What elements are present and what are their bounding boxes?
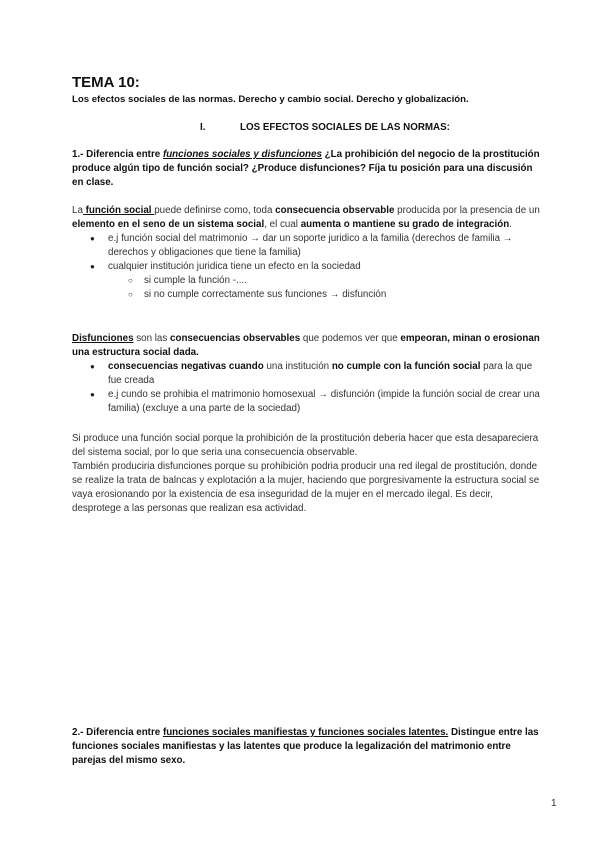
def-bold-3: aumenta o mantiene su grado de integración xyxy=(300,219,510,230)
disf-text-2: que podemos ver que xyxy=(300,333,401,344)
def-text-3: producida por la presencia de un xyxy=(394,205,540,216)
disfuncion-bullet-list xyxy=(72,360,542,416)
funcion-social-block xyxy=(72,204,542,302)
section-title: LOS EFECTOS SOCIALES DE LAS NORMAS: xyxy=(240,122,450,133)
question-2-prefix: 2.- Diferencia entre xyxy=(72,727,163,738)
funcion-bullet-list xyxy=(72,232,542,302)
disf-text-1: son las xyxy=(133,333,171,344)
question-2 xyxy=(72,726,542,768)
page-subtitle: Los efectos sociales de las normas. Derecho y cambio social. Derecho y globalización. xyxy=(72,94,469,105)
bullet-bold: consecuencias negativas cuando xyxy=(108,361,264,372)
disfuncion-definition xyxy=(72,332,542,360)
list-item: ○ si cumple la función -.... xyxy=(72,274,542,288)
list-item: ○ si no cumple correctamente sus funciones → disfunción xyxy=(72,288,542,302)
disf-bold-2: empeoran, minan o erosionan una estructura social dada. xyxy=(72,333,540,358)
question-1 xyxy=(72,148,542,190)
question-2-emphasis: funciones sociales manifiestas y funciones sociales latentes. xyxy=(162,727,449,738)
bullet-text: una institución xyxy=(263,361,332,372)
def-text-5: . xyxy=(509,219,512,230)
list-item: ● e.j cundo se prohibia el matrimonio homosexual → disfunción (impide la función social de crear una familia) (excluye a una parte de la sociedad) xyxy=(72,388,542,416)
disf-bold-1: consecuencias observables xyxy=(170,333,301,344)
list-item xyxy=(72,360,542,388)
question-2-text: Distingue entre las funciones sociales manifiestas y las latentes que produce la legalización del matrimonio entre parejas del mismo sexo. xyxy=(72,727,539,766)
def-bold-2: elemento en el seno de un sistema social xyxy=(72,219,265,230)
answer-paragraph-1: Si produce una función social porque la prohibición de la prostitución deberia hacer que esta desapareciera del sistema social, por lo que seria una consecuencia observable. xyxy=(72,433,539,458)
question-1-emphasis: funciones sociales y disfunciones xyxy=(162,149,322,160)
def-term: función social xyxy=(82,205,155,216)
bullet-bold-2: no cumple con la función social xyxy=(331,361,481,372)
list-item: ● cualquier institución juridica tiene un efecto en la sociedad xyxy=(72,260,542,274)
disfuncion-block xyxy=(72,332,542,416)
answer-paragraph-2: También produciria disfunciones porque su prohibición podria producir una red ilegal de prostitución, donde se realize la trata de balncas y explotación a la mujer, haciendo que porgresivamente la estructura social se vaya erosionando por la existencia de esa inseguridad de la mujer en el mercado ilegal. Es decir, desprotege a las personas que realizan esa actividad. xyxy=(72,461,540,514)
disf-term: Disfunciones xyxy=(72,333,134,344)
list-item: ● e.j función social del matrimonio → dar un soporte juridico a la familia (derechos de familia → derechos y obligaciones que tiene la familia) xyxy=(72,232,542,260)
def-text-1: La xyxy=(72,205,83,216)
question-1-text: ¿La prohibición del negocio de la prostitución produce algún tipo de función social? ¿Produce disfunciones? Fíja tu posición para una discusión en clase. xyxy=(72,149,540,188)
funcion-social-definition xyxy=(72,204,542,232)
page-number: 1 xyxy=(551,798,557,809)
section-heading xyxy=(200,122,450,133)
section-number: I. xyxy=(200,122,206,133)
bullet-text-2: para la que fue creada xyxy=(108,361,533,386)
def-text-2: puede definirse como, toda xyxy=(154,205,276,216)
def-text-4: , el cual xyxy=(264,219,301,230)
page-title: TEMA 10: xyxy=(72,74,140,91)
question-1-prefix: 1.- Diferencia entre xyxy=(72,149,163,160)
def-bold-1: consecuencia observable xyxy=(275,205,395,216)
